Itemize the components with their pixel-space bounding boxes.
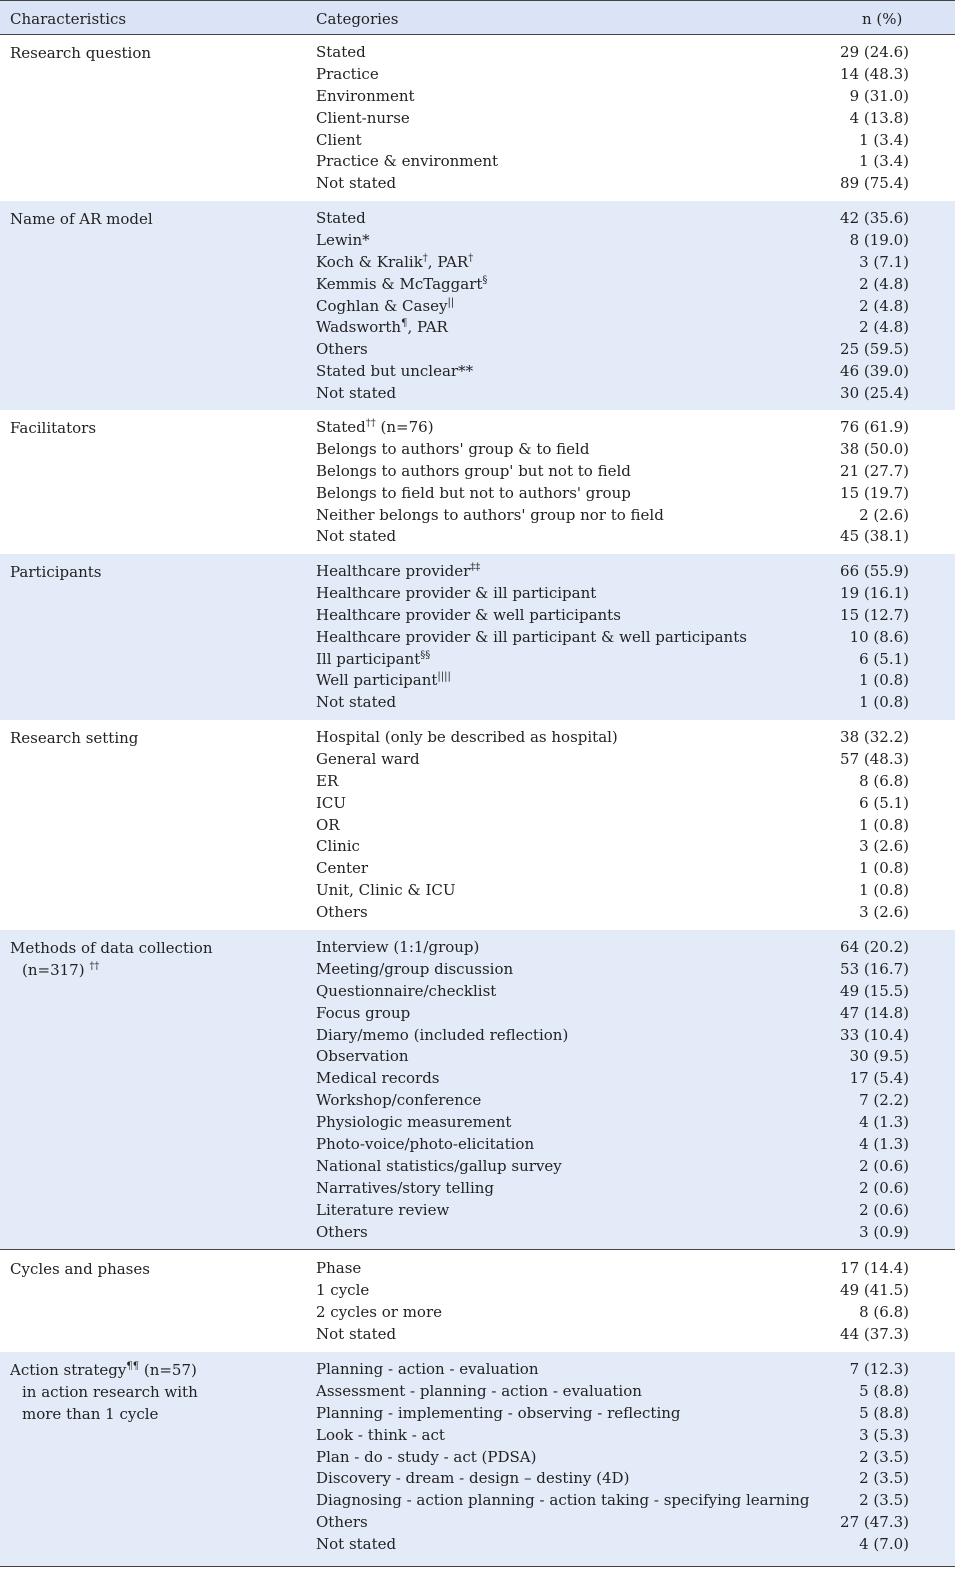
category-cell: Environment xyxy=(316,86,415,105)
value-cell: 30 (9.5) xyxy=(849,1047,909,1066)
value-cell: 15 (19.7) xyxy=(840,483,909,502)
footnote-mark: † xyxy=(468,252,474,264)
table-row xyxy=(0,130,955,152)
value-cell: 19 (16.1) xyxy=(840,583,909,602)
table-row xyxy=(0,42,955,64)
category-cell: Neither belongs to authors' group nor to field xyxy=(316,505,664,524)
category-cell: Focus group xyxy=(316,1003,411,1022)
category-cell: National statistics/gallup survey xyxy=(316,1156,562,1175)
group-rows xyxy=(0,208,955,405)
table-row xyxy=(0,727,955,749)
table-row xyxy=(0,605,955,627)
table-row xyxy=(0,880,955,902)
value-cell: 2 (3.5) xyxy=(859,1491,909,1510)
category-cell: Discovery - dream - design – destiny (4D) xyxy=(316,1469,630,1488)
table-row xyxy=(0,1403,955,1425)
value-cell: 2 (4.8) xyxy=(859,296,909,315)
footnote-mark: ¶¶ xyxy=(126,1361,140,1372)
category-text: Koch & Kralik xyxy=(316,252,423,271)
category-cell: Client-nurse xyxy=(316,108,410,127)
category-cell: General ward xyxy=(316,749,420,768)
category-text: Stated xyxy=(316,418,366,436)
value-cell: 89 (75.4) xyxy=(840,174,909,193)
table-row xyxy=(0,339,955,361)
footnote-mark: †† xyxy=(365,418,376,429)
table-row xyxy=(0,1200,955,1222)
value-cell: 6 (5.1) xyxy=(859,649,909,668)
table-row xyxy=(0,1134,955,1156)
value-cell: 1 (0.8) xyxy=(859,693,909,712)
table-row xyxy=(0,173,955,195)
table-row xyxy=(0,649,955,671)
value-cell: 38 (50.0) xyxy=(840,439,909,458)
group-rows xyxy=(0,561,955,714)
value-cell: 38 (32.2) xyxy=(840,728,909,746)
table-row xyxy=(0,670,955,692)
category-cell: Workshop/conference xyxy=(316,1091,482,1110)
table-row xyxy=(0,627,955,649)
footnote-mark: |||| xyxy=(437,671,451,683)
value-cell: 2 (0.6) xyxy=(859,1156,909,1175)
category-text: Healthcare provider xyxy=(316,562,471,580)
category-cell: Lewin* xyxy=(316,230,370,249)
group-facilitators xyxy=(0,410,955,554)
value-cell: 44 (37.3) xyxy=(840,1324,909,1343)
category-cell: Not stated xyxy=(316,693,397,712)
value-cell: 7 (2.2) xyxy=(859,1091,909,1110)
table-row xyxy=(0,692,955,714)
value-cell: 17 (14.4) xyxy=(840,1259,909,1277)
category-cell: Physiologic measurement xyxy=(316,1113,512,1132)
category-cell: Stated xyxy=(316,209,366,227)
table-row xyxy=(0,1534,955,1556)
value-cell: 2 (0.6) xyxy=(859,1178,909,1197)
group-rows xyxy=(0,1258,955,1346)
category-cell: ER xyxy=(316,771,339,790)
value-cell: 49 (15.5) xyxy=(840,981,909,1000)
group-participants xyxy=(0,554,955,720)
group-rows xyxy=(0,417,955,548)
table-row xyxy=(0,1068,955,1090)
value-cell: 2 (2.6) xyxy=(859,505,909,524)
table-row xyxy=(0,274,955,296)
category-cell xyxy=(316,252,473,274)
value-cell: 4 (13.8) xyxy=(849,108,909,127)
value-cell: 3 (2.6) xyxy=(859,903,909,922)
category-cell: Meeting/group discussion xyxy=(316,959,514,978)
category-cell xyxy=(316,296,454,318)
footnote-mark: †† xyxy=(89,961,100,972)
group-label-line3: more than 1 cycle xyxy=(22,1405,159,1423)
table-row xyxy=(0,583,955,605)
table-row xyxy=(0,1512,955,1534)
table-row xyxy=(0,1490,955,1512)
category-text: Kemmis & McTaggart xyxy=(316,274,483,293)
category-cell: ICU xyxy=(316,793,347,812)
category-cell xyxy=(316,670,451,692)
category-cell: Assessment - planning - action - evaluation xyxy=(316,1381,642,1400)
value-cell: 15 (12.7) xyxy=(840,605,909,624)
table-row xyxy=(0,1178,955,1200)
table-row xyxy=(0,1222,955,1244)
value-cell: 21 (27.7) xyxy=(840,461,909,480)
category-cell: Hospital (only be described as hospital) xyxy=(316,728,618,746)
category-cell: Not stated xyxy=(316,384,397,403)
table-divider xyxy=(0,1249,955,1250)
category-cell: Others xyxy=(316,1513,368,1532)
category-text-suffix: , PAR xyxy=(407,318,448,337)
value-cell: 45 (38.1) xyxy=(840,527,909,546)
table-row xyxy=(0,858,955,880)
group-rows xyxy=(0,1359,955,1556)
category-cell: Stated xyxy=(316,43,366,61)
value-cell: 57 (48.3) xyxy=(840,749,909,768)
header-n-percent: n (%) xyxy=(862,10,903,28)
value-cell: 9 (31.0) xyxy=(849,86,909,105)
table-row xyxy=(0,461,955,483)
table-row xyxy=(0,252,955,274)
category-cell: Clinic xyxy=(316,837,360,856)
group-rows xyxy=(0,937,955,1243)
category-cell: Belongs to field but not to authors' group xyxy=(316,483,631,502)
value-cell: 42 (35.6) xyxy=(840,209,909,227)
group-label-line1: Methods of data collection xyxy=(10,939,213,957)
category-cell: Belongs to authors' group & to field xyxy=(316,439,590,458)
category-cell: Questionnaire/checklist xyxy=(316,981,497,1000)
group-cycles-and-phases xyxy=(0,1251,955,1352)
table-row xyxy=(0,1381,955,1403)
value-cell: 4 (1.3) xyxy=(859,1113,909,1132)
value-cell: 5 (8.8) xyxy=(859,1381,909,1400)
table-row xyxy=(0,771,955,793)
group-label-suffix: (n=57) xyxy=(139,1361,197,1379)
table-row xyxy=(0,959,955,981)
table-row xyxy=(0,1090,955,1112)
value-cell: 3 (5.3) xyxy=(859,1425,909,1444)
category-cell: Healthcare provider & ill participant & well participants xyxy=(316,627,747,646)
category-cell: Stated but unclear** xyxy=(316,362,474,381)
category-cell xyxy=(316,274,487,296)
value-cell: 14 (48.3) xyxy=(840,64,909,83)
category-cell: Plan - do - study - act (PDSA) xyxy=(316,1447,537,1466)
value-cell: 2 (4.8) xyxy=(859,274,909,293)
category-cell: Not stated xyxy=(316,527,397,546)
group-methods-of-data-collection xyxy=(0,930,955,1250)
table-row xyxy=(0,815,955,837)
value-cell: 3 (2.6) xyxy=(859,837,909,856)
table-row xyxy=(0,1468,955,1490)
category-cell: Not stated xyxy=(316,174,397,193)
value-cell: 1 (3.4) xyxy=(859,130,909,149)
category-cell xyxy=(316,417,434,439)
table-row xyxy=(0,361,955,383)
table-row xyxy=(0,1003,955,1025)
value-cell: 1 (0.8) xyxy=(859,815,909,834)
value-cell: 8 (6.8) xyxy=(859,771,909,790)
table-row xyxy=(0,1046,955,1068)
value-cell: 3 (7.1) xyxy=(859,252,909,271)
group-label: Name of AR model xyxy=(10,210,153,228)
value-cell: 1 (0.8) xyxy=(859,671,909,690)
value-cell: 10 (8.6) xyxy=(849,627,909,646)
table-row xyxy=(0,296,955,318)
value-cell: 49 (41.5) xyxy=(840,1280,909,1299)
category-cell: Others xyxy=(316,1222,368,1241)
table-row xyxy=(0,1425,955,1447)
category-cell: Healthcare provider & well participants xyxy=(316,605,621,624)
category-cell: Medical records xyxy=(316,1069,440,1088)
table-row xyxy=(0,439,955,461)
table-row xyxy=(0,1112,955,1134)
category-cell: Look - think - act xyxy=(316,1425,445,1444)
group-label-line2: (n=317) xyxy=(22,961,85,979)
category-text-suffix: , PAR xyxy=(427,252,469,271)
footnote-mark: ‡‡ xyxy=(470,562,481,573)
footnote-mark: † xyxy=(422,252,428,264)
category-text: Well participant xyxy=(316,671,438,690)
value-cell: 8 (6.8) xyxy=(859,1302,909,1321)
table-row xyxy=(0,902,955,924)
category-cell: Literature review xyxy=(316,1200,450,1219)
category-cell: Others xyxy=(316,903,368,922)
table-row xyxy=(0,505,955,527)
category-cell xyxy=(316,317,448,339)
group-label-line1: Action strategy xyxy=(10,1361,127,1379)
category-cell: 2 cycles or more xyxy=(316,1302,442,1321)
group-rows xyxy=(0,42,955,195)
category-text: Wadsworth xyxy=(316,318,402,337)
value-cell: 76 (61.9) xyxy=(840,418,909,436)
group-research-question xyxy=(0,35,955,201)
table-row xyxy=(0,1447,955,1469)
table-row xyxy=(0,108,955,130)
table-bottom-rule xyxy=(0,1566,955,1567)
category-cell: Others xyxy=(316,340,368,359)
category-cell: Observation xyxy=(316,1047,409,1066)
value-cell: 1 (0.8) xyxy=(859,859,909,878)
footnote-mark: ¶ xyxy=(401,318,408,330)
group-name-of-ar-model xyxy=(0,201,955,410)
category-cell: Client xyxy=(316,130,362,149)
group-rows xyxy=(0,727,955,924)
category-cell: Not stated xyxy=(316,1324,397,1343)
category-cell: 1 cycle xyxy=(316,1280,370,1299)
value-cell: 2 (3.5) xyxy=(859,1469,909,1488)
table-row xyxy=(0,526,955,548)
category-cell: Narratives/story telling xyxy=(316,1178,495,1197)
group-label: Participants xyxy=(10,563,102,581)
table-row xyxy=(0,836,955,858)
value-cell: 17 (5.4) xyxy=(849,1069,909,1088)
group-label: Facilitators xyxy=(10,419,97,437)
category-cell: Center xyxy=(316,859,369,878)
footnote-mark: §§ xyxy=(420,649,431,661)
table-header xyxy=(0,0,955,35)
table-row xyxy=(0,1359,955,1381)
category-cell: Planning - implementing - observing - reflecting xyxy=(316,1403,681,1422)
category-cell: Photo-voice/photo-elicitation xyxy=(316,1135,535,1154)
value-cell: 47 (14.8) xyxy=(840,1003,909,1022)
table-row xyxy=(0,561,955,583)
value-cell: 7 (12.3) xyxy=(849,1360,909,1378)
group-action-strategy xyxy=(0,1352,955,1566)
category-cell: Healthcare provider & ill participant xyxy=(316,583,597,602)
table-row xyxy=(0,1302,955,1324)
group-research-setting xyxy=(0,720,955,930)
category-cell: Unit, Clinic & ICU xyxy=(316,881,456,900)
group-label: Research question xyxy=(10,44,152,62)
category-text: Coghlan & Casey xyxy=(316,296,448,315)
value-cell: 2 (4.8) xyxy=(859,318,909,337)
table-row xyxy=(0,1324,955,1346)
value-cell: 6 (5.1) xyxy=(859,793,909,812)
category-cell: Not stated xyxy=(316,1535,397,1554)
header-categories: Categories xyxy=(316,10,399,28)
footnote-mark: || xyxy=(447,296,455,308)
group-label: Cycles and phases xyxy=(10,1260,150,1278)
table-row xyxy=(0,937,955,959)
value-cell: 2 (0.6) xyxy=(859,1200,909,1219)
value-cell: 27 (47.3) xyxy=(840,1513,909,1532)
value-cell: 53 (16.7) xyxy=(840,959,909,978)
category-cell: Practice & environment xyxy=(316,152,499,171)
table-row xyxy=(0,483,955,505)
category-cell: Practice xyxy=(316,64,379,83)
value-cell: 4 (1.3) xyxy=(859,1135,909,1154)
category-cell: Interview (1:1/group) xyxy=(316,938,480,956)
group-label: Research setting xyxy=(10,729,139,747)
category-cell xyxy=(316,649,430,671)
value-cell: 46 (39.0) xyxy=(840,362,909,381)
header-characteristics: Characteristics xyxy=(10,10,127,28)
footnote-mark: § xyxy=(482,274,488,286)
table-row xyxy=(0,64,955,86)
table-row xyxy=(0,208,955,230)
table-row xyxy=(0,151,955,173)
value-cell: 25 (59.5) xyxy=(840,340,909,359)
value-cell: 29 (24.6) xyxy=(840,43,909,61)
value-cell: 1 (3.4) xyxy=(859,152,909,171)
value-cell: 33 (10.4) xyxy=(840,1025,909,1044)
table-row xyxy=(0,1280,955,1302)
table-row xyxy=(0,1156,955,1178)
value-cell: 4 (7.0) xyxy=(859,1535,909,1554)
category-cell xyxy=(316,561,480,583)
table-row xyxy=(0,230,955,252)
value-cell: 5 (8.8) xyxy=(859,1403,909,1422)
value-cell: 8 (19.0) xyxy=(849,230,909,249)
table-row xyxy=(0,793,955,815)
table-row xyxy=(0,981,955,1003)
value-cell: 64 (20.2) xyxy=(840,938,909,956)
category-cell: Diary/memo (included reflection) xyxy=(316,1025,569,1044)
category-cell: Phase xyxy=(316,1259,362,1277)
value-cell: 2 (3.5) xyxy=(859,1447,909,1466)
table-row xyxy=(0,1258,955,1280)
value-cell: 1 (0.8) xyxy=(859,881,909,900)
category-text: Ill participant xyxy=(316,649,421,668)
table-row xyxy=(0,1025,955,1047)
table-row xyxy=(0,749,955,771)
value-cell: 66 (55.9) xyxy=(840,562,909,580)
category-cell: OR xyxy=(316,815,340,834)
category-cell: Belongs to authors group' but not to field xyxy=(316,461,631,480)
category-cell: Planning - action - evaluation xyxy=(316,1360,539,1378)
group-label-line2: in action research with xyxy=(22,1383,198,1401)
table-row xyxy=(0,383,955,405)
category-cell: Diagnosing - action planning - action taking - specifying learning xyxy=(316,1491,810,1510)
table-row xyxy=(0,86,955,108)
value-cell: 3 (0.9) xyxy=(859,1222,909,1241)
value-cell: 30 (25.4) xyxy=(840,384,909,403)
table-row xyxy=(0,317,955,339)
category-text-suffix: (n=76) xyxy=(375,418,434,436)
table-row xyxy=(0,417,955,439)
